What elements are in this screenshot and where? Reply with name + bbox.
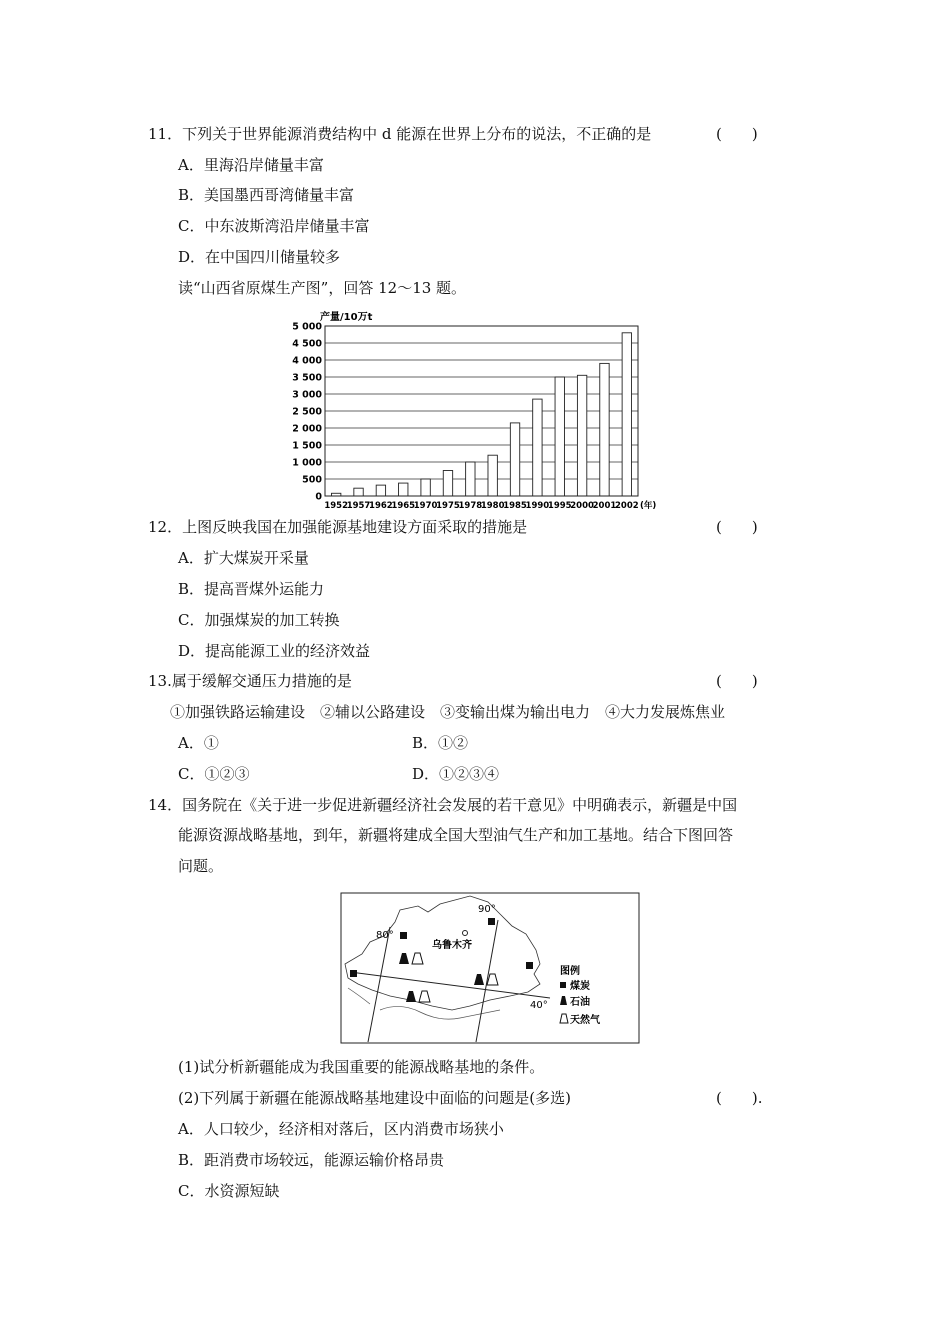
chart-x-tick-label: 2002 <box>614 501 639 511</box>
chart-bar-1980 <box>488 455 497 496</box>
q14-sub1: (1)试分析新疆能成为我国重要的能源战略基地的条件。 <box>178 1058 545 1076</box>
chart-x-unit: (年) <box>640 501 657 511</box>
chart-bar-1975 <box>443 471 452 497</box>
chart-y-tick-label: 2 500 <box>292 406 322 418</box>
q12-stem: 12．上图反映我国在加强能源基地建设方面采取的措施是 <box>148 518 528 536</box>
q14-stem-line3: 问题。 <box>178 857 224 875</box>
chart-x-tick-label: 1975 <box>436 501 460 511</box>
legend-gas-label: 天然气 <box>570 1015 600 1026</box>
q11-option-a: A．里海沿岸储量丰富 <box>178 156 324 174</box>
chart-x-tick-label: 1970 <box>413 501 438 511</box>
q13-option-b: B．①② <box>412 734 469 752</box>
q13-option-d: D．①②③④ <box>412 765 500 783</box>
chart-bar-1990 <box>533 399 542 496</box>
q12-option-b: B．提高晋煤外运能力 <box>178 580 325 598</box>
chart-bar-1962 <box>376 485 385 496</box>
q14-sub2: (2)下列属于新疆在能源战略基地建设中面临的问题是(多选) <box>178 1089 571 1107</box>
chart-bar-2000 <box>577 375 586 496</box>
q13-option-c: C．①②③ <box>178 765 250 783</box>
chart-y-tick-label: 3 500 <box>292 372 322 384</box>
q11-option-c: C．中东波斯湾沿岸储量丰富 <box>178 217 370 235</box>
legend-title: 图例 <box>560 966 580 977</box>
coal-production-chart <box>290 308 670 513</box>
q13-option-a: A．① <box>178 734 219 752</box>
chart-bar-1970 <box>421 479 430 496</box>
q13-items: ①加强铁路运输建设 ②辅以公路建设 ③变输出煤为输出电力 ④大力发展炼焦业 <box>170 703 726 721</box>
legend-coal-label: 煤炭 <box>570 981 590 992</box>
chart-x-tick-label: 1980 <box>480 501 505 511</box>
chart-x-tick-label: 1985 <box>503 501 527 511</box>
q12-option-d: D．提高能源工业的经济效益 <box>178 642 371 660</box>
chart-bar-1995 <box>555 377 564 496</box>
q14-option-a: A．人口较少，经济相对落后，区内消费市场狭小 <box>178 1120 504 1138</box>
chart-y-tick-label: 4 500 <box>292 338 322 350</box>
q14-stem-line1: 14．国务院在《关于进一步促进新疆经济社会发展的若干意见》中明确表示，新疆是中国 <box>148 796 738 814</box>
lat40-label: 40° <box>530 1000 548 1011</box>
chart-y-tick-label: 2 000 <box>292 423 322 435</box>
urumqi-label: 乌鲁木齐 <box>432 940 472 951</box>
chart-bar-1965 <box>399 483 408 496</box>
intro-12-13: 读“山西省原煤生产图”，回答 12～13 题。 <box>178 279 467 297</box>
legend-oil-label: 石油 <box>570 997 590 1008</box>
chart-x-tick-label: 2001 <box>592 501 617 511</box>
chart-x-tick-label: 1965 <box>391 501 416 511</box>
chart-y-tick-label: 3 000 <box>292 389 322 401</box>
chart-x-tick-label: 1962 <box>369 501 393 511</box>
chart-x-tick-label: 1952 <box>324 501 349 511</box>
chart-bar-1957 <box>354 488 363 496</box>
chart-y-axis-label: 产量/10万t <box>320 312 373 323</box>
chart-x-tick-label: 1995 <box>547 501 572 511</box>
q13-answer-paren: ( ) <box>716 672 758 690</box>
q14-stem-line2: 能源资源战略基地，到年，新疆将建成全国大型油气生产和加工基地。结合下图回答 <box>178 826 734 844</box>
chart-y-tick-label: 500 <box>302 474 322 486</box>
chart-bar-1978 <box>466 462 475 496</box>
chart-y-tick-label: 5 000 <box>292 321 322 333</box>
chart-bar-2002 <box>622 333 631 496</box>
q14-sub2-answer-paren: ( ). <box>716 1089 763 1107</box>
q14-option-c: C．水资源短缺 <box>178 1182 280 1200</box>
q11-option-d: D．在中国四川储量较多 <box>178 248 341 266</box>
lon80-label: 80° <box>376 930 394 941</box>
lon90-label: 90° <box>478 904 496 915</box>
q12-option-a: A．扩大煤炭开采量 <box>178 549 309 567</box>
chart-y-tick-label: 1 500 <box>292 440 322 452</box>
q11-answer-paren: ( ) <box>716 125 758 143</box>
q11-stem: 11．下列关于世界能源消费结构中 d 能源在世界上分布的说法，不正确的是 <box>148 125 652 143</box>
legend-coal-icon <box>560 982 566 988</box>
q13-stem: 13.属于缓解交通压力措施的是 <box>148 672 352 690</box>
q12-option-c: C．加强煤炭的加工转换 <box>178 611 340 629</box>
q12-answer-paren: ( ) <box>716 518 758 536</box>
chart-x-tick-label: 1978 <box>458 501 483 511</box>
xinjiang-resource-map <box>340 892 640 1044</box>
q11-option-b: B．美国墨西哥湾储量丰富 <box>178 186 355 204</box>
chart-x-tick-label: 1990 <box>525 501 550 511</box>
chart-bar-2001 <box>600 363 609 496</box>
coal-symbol <box>526 962 533 969</box>
chart-x-tick-label: 1957 <box>346 501 371 511</box>
chart-y-tick-label: 1 000 <box>292 457 322 469</box>
coal-symbol <box>488 918 495 925</box>
chart-bar-1985 <box>510 423 519 496</box>
coal-symbol <box>350 970 357 977</box>
chart-y-tick-label: 0 <box>315 491 322 503</box>
q14-option-b: B．距消费市场较远，能源运输价格昂贵 <box>178 1151 445 1169</box>
coal-symbol <box>400 932 407 939</box>
chart-x-tick-label: 2000 <box>570 501 594 511</box>
chart-y-tick-label: 4 000 <box>292 355 322 367</box>
